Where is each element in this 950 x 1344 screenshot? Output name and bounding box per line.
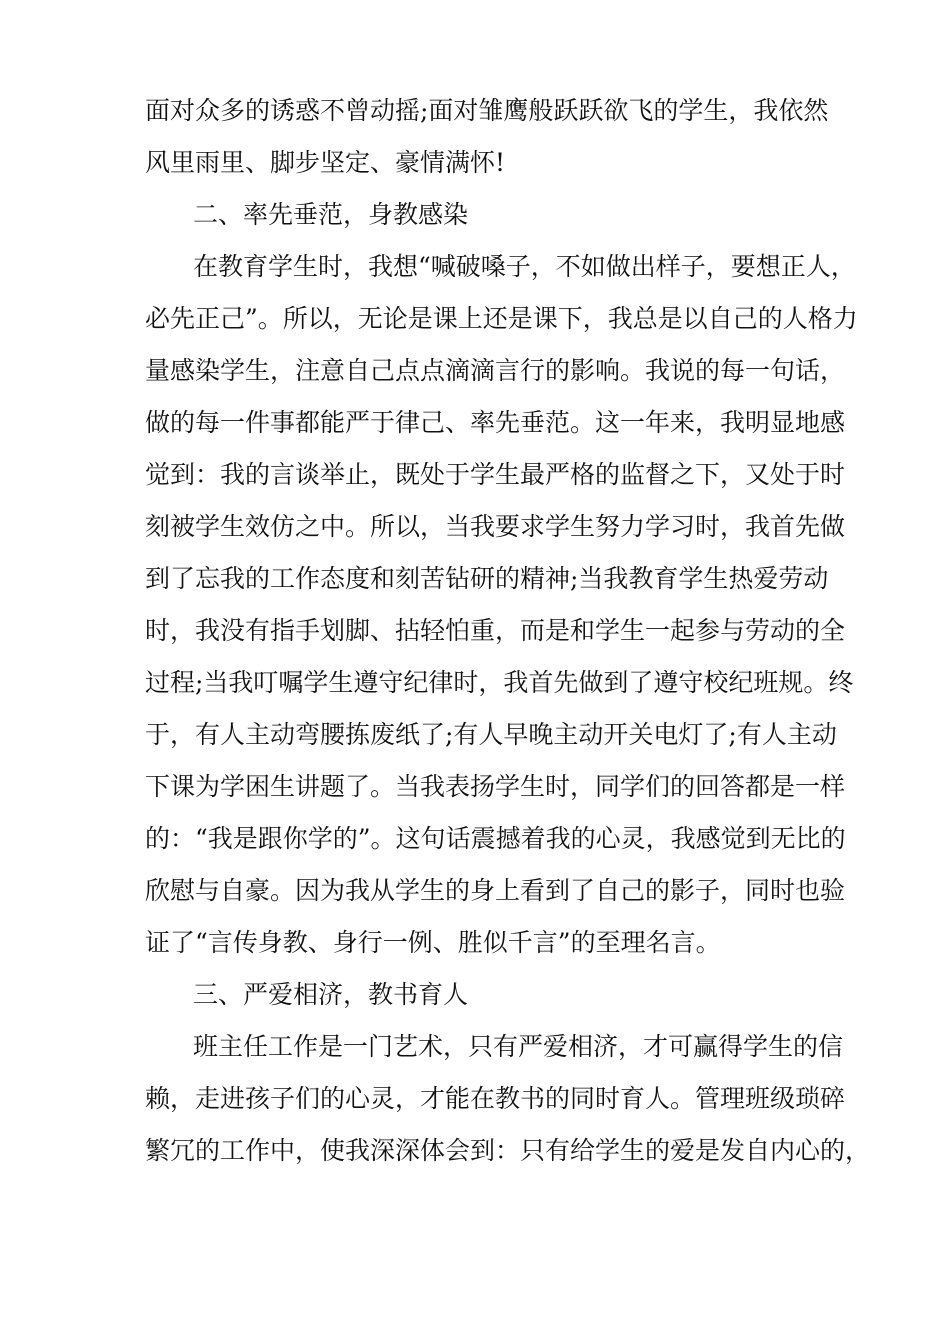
text-line: 刻被学生效仿之中。所以，当我要求学生努力学习时，我首先做 bbox=[145, 512, 846, 541]
text-line: 必先正己”。所以，无论是课上还是课下，我总是以自己的人格力 bbox=[145, 304, 858, 333]
text-line: 量感染学生，注意自己点点滴滴言行的影响。我说的每一句话， bbox=[145, 356, 846, 385]
text-line: 觉到：我的言谈举止，既处于学生最严格的监督之下，又处于时 bbox=[145, 460, 846, 489]
text-line: 在教育学生时，我想“喊破嗓子，不如做出样子，要想正人， bbox=[193, 252, 856, 281]
text-line: 的：“我是跟你学的”。这句话震撼着我的心灵，我感觉到无比的 bbox=[145, 824, 846, 853]
text-line: 面对众多的诱惑不曾动摇;面对雏鹰般跃跃欲飞的学生，我依然 bbox=[145, 96, 829, 125]
text-line: 过程;当我叮嘱学生遵守纪律时，我首先做到了遵守校纪班规。终 bbox=[145, 668, 854, 697]
text-line: 繁冗的工作中，使我深深体会到：只有给学生的爱是发自内心的， bbox=[145, 1136, 871, 1165]
text-line: 风里雨里、脚步坚定、豪情满怀! bbox=[145, 148, 506, 177]
section-heading: 三、严爱相济，教书育人 bbox=[193, 980, 469, 1009]
text-line: 欣慰与自豪。因为我从学生的身上看到了自己的影子，同时也验 bbox=[145, 876, 846, 905]
text-line: 下课为学困生讲题了。当我表扬学生时，同学们的回答都是一样 bbox=[145, 772, 846, 801]
text-line: 做的每一件事都能严于律己、率先垂范。这一年来，我明显地感 bbox=[145, 408, 846, 437]
text-line: 于，有人主动弯腰拣废纸了;有人早晚主动开关电灯了;有人主动 bbox=[145, 720, 837, 749]
text-line: 赖，走进孩子们的心灵，才能在教书的同时育人。管理班级琐碎 bbox=[145, 1084, 846, 1113]
text-line: 到了忘我的工作态度和刻苦钻研的精神;当我教育学生热爱劳动 bbox=[145, 564, 829, 593]
text-line: 班主任工作是一门艺术，只有严爱相济，才可赢得学生的信 bbox=[193, 1032, 844, 1061]
section-heading: 二、率先垂范，身教感染 bbox=[193, 200, 469, 229]
text-line: 时，我没有指手划脚、拈轻怕重，而是和学生一起参与劳动的全 bbox=[145, 616, 846, 645]
text-line: 证了“言传身教、身行一例、胜似千言”的至理名言。 bbox=[145, 928, 721, 957]
